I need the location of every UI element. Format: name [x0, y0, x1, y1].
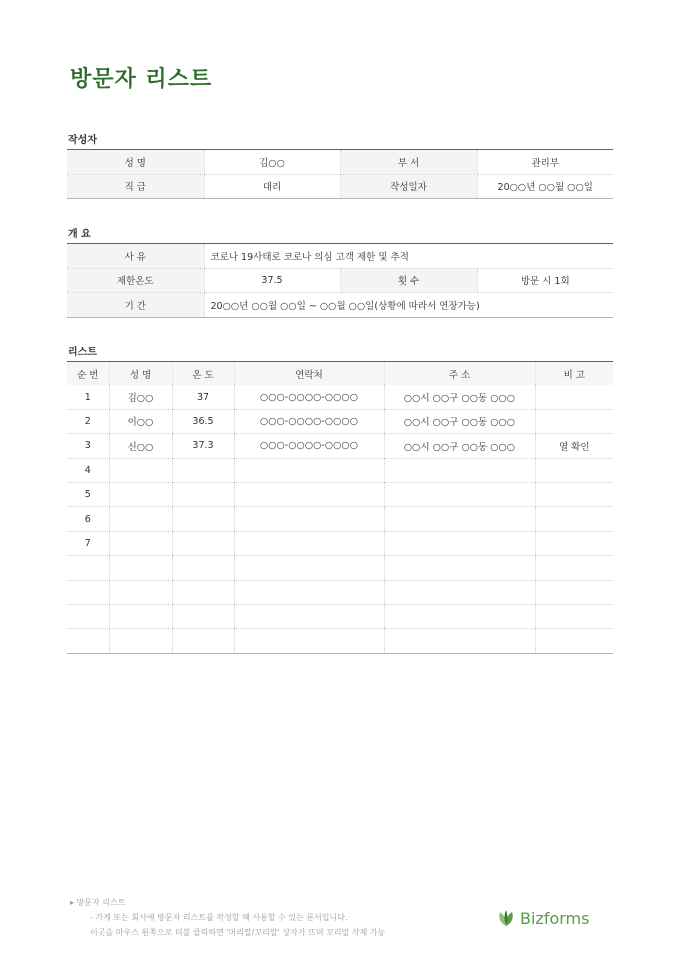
table-cell	[109, 507, 172, 531]
table-cell	[384, 507, 535, 531]
table-cell	[109, 458, 172, 482]
table-cell	[384, 629, 535, 653]
table-cell	[535, 629, 613, 653]
table-cell	[172, 507, 234, 531]
table-cell: 7	[67, 531, 109, 555]
table-cell	[67, 556, 109, 580]
count-label: 횟 수	[340, 268, 477, 293]
table-cell	[234, 580, 384, 604]
table-row	[67, 458, 613, 482]
table-cell	[535, 409, 613, 433]
table-cell	[67, 629, 109, 653]
period-value: 20○○년 ○○월 ○○일 ~ ○○월 ○○일(상황에 따라서 연장가능)	[204, 293, 613, 318]
table-cell: ○○시 ○○구 ○○동 ○○○	[384, 385, 535, 409]
table-row	[67, 434, 613, 458]
writer-row-1	[67, 150, 613, 175]
dept-value: 관리부	[477, 150, 613, 175]
name-value: 김○○	[204, 150, 340, 175]
table-row	[67, 482, 613, 506]
list-header-cell: 주 소	[384, 362, 535, 386]
section-label-overview: 개 요	[68, 229, 91, 240]
count-value: 방문 시 1회	[477, 268, 613, 293]
table-cell: 6	[67, 507, 109, 531]
table-cell: 4	[67, 458, 109, 482]
footer-line-3: 이곳을 마우스 왼쪽으로 더블 클릭하면 '머리말/꼬리말' 상자가 뜨며 꼬리말 삭제 가능	[90, 928, 386, 937]
table-cell	[234, 556, 384, 580]
table-cell	[109, 629, 172, 653]
table-cell: 37	[172, 385, 234, 409]
table-cell	[384, 458, 535, 482]
table-cell	[172, 580, 234, 604]
list-header-cell: 온 도	[172, 362, 234, 386]
table-cell: 신○○	[109, 434, 172, 458]
table-cell	[384, 531, 535, 555]
table-cell: ○○○-○○○○-○○○○	[234, 385, 384, 409]
writer-table	[67, 149, 613, 199]
table-cell: 3	[67, 434, 109, 458]
page-title: 방문자 리스트	[70, 67, 213, 92]
position-value: 대리	[204, 174, 340, 199]
name-label: 성 명	[67, 150, 204, 175]
table-row	[67, 409, 613, 433]
reason-value: 코로나 19사태로 코로나 의심 고객 제한 및 추적	[204, 244, 613, 269]
section-label-writer: 작성자	[68, 135, 97, 146]
table-row	[67, 531, 613, 555]
dept-label: 부 서	[340, 150, 477, 175]
table-cell	[109, 482, 172, 506]
table-cell	[535, 531, 613, 555]
footer-note	[70, 895, 385, 940]
table-cell: 2	[67, 409, 109, 433]
table-cell	[535, 482, 613, 506]
table-cell	[384, 580, 535, 604]
list-header-cell: 연락처	[234, 362, 384, 386]
table-cell	[384, 556, 535, 580]
table-row	[67, 556, 613, 580]
reason-label: 사 유	[67, 244, 204, 269]
table-row	[67, 604, 613, 628]
table-cell	[172, 556, 234, 580]
table-cell	[535, 556, 613, 580]
table-cell: ○○○-○○○○-○○○○	[234, 434, 384, 458]
overview-row-reason	[67, 244, 613, 269]
table-cell	[109, 531, 172, 555]
table-cell	[535, 507, 613, 531]
visitor-list-table	[67, 361, 613, 654]
table-cell	[109, 580, 172, 604]
table-cell: 김○○	[109, 385, 172, 409]
table-cell	[172, 604, 234, 628]
footer-line-2: - 가게 또는 회사에 방문자 리스트를 작성할 때 사용할 수 있는 문서입니다.	[90, 913, 348, 922]
list-header-cell: 성 명	[109, 362, 172, 386]
table-cell: 이○○	[109, 409, 172, 433]
table-cell	[234, 507, 384, 531]
table-row	[67, 507, 613, 531]
list-header-cell: 비 고	[535, 362, 613, 386]
table-cell	[234, 531, 384, 555]
table-row	[67, 629, 613, 653]
table-cell: ○○시 ○○구 ○○동 ○○○	[384, 434, 535, 458]
table-cell: ○○시 ○○구 ○○동 ○○○	[384, 409, 535, 433]
table-cell	[384, 604, 535, 628]
period-label: 기 간	[67, 293, 204, 318]
position-label: 직 급	[67, 174, 204, 199]
table-cell	[67, 580, 109, 604]
overview-table	[67, 243, 613, 318]
table-cell	[535, 580, 613, 604]
table-cell	[172, 458, 234, 482]
table-cell	[109, 604, 172, 628]
list-header-row	[67, 362, 613, 386]
logo-text: Bizforms	[520, 908, 590, 928]
section-label-list: 리스트	[68, 347, 97, 358]
overview-row-period	[67, 293, 613, 318]
table-cell	[535, 458, 613, 482]
table-cell	[234, 458, 384, 482]
table-row	[67, 580, 613, 604]
table-cell	[535, 604, 613, 628]
temp-label: 제한온도	[67, 268, 204, 293]
table-cell	[109, 556, 172, 580]
table-cell	[234, 604, 384, 628]
table-cell: 1	[67, 385, 109, 409]
list-header-cell: 순 번	[67, 362, 109, 386]
table-cell: ○○○-○○○○-○○○○	[234, 409, 384, 433]
table-cell	[172, 482, 234, 506]
table-row	[67, 385, 613, 409]
bizforms-logo	[496, 908, 589, 928]
footer-line-1: ▸ 방문자 리스트	[70, 898, 126, 907]
table-cell	[384, 482, 535, 506]
table-cell	[234, 629, 384, 653]
table-cell	[172, 629, 234, 653]
table-cell	[67, 604, 109, 628]
table-cell: 5	[67, 482, 109, 506]
table-cell	[535, 385, 613, 409]
table-cell: 36.5	[172, 409, 234, 433]
table-cell	[172, 531, 234, 555]
leaf-logo-icon	[496, 908, 516, 928]
overview-row-temp	[67, 268, 613, 293]
table-cell	[234, 482, 384, 506]
writer-row-2	[67, 174, 613, 199]
table-cell: 37.3	[172, 434, 234, 458]
date-label: 작성일자	[340, 174, 477, 199]
temp-value: 37.5	[204, 268, 340, 293]
date-value: 20○○년 ○○월 ○○일	[477, 174, 613, 199]
table-cell: 열 확인	[535, 434, 613, 458]
